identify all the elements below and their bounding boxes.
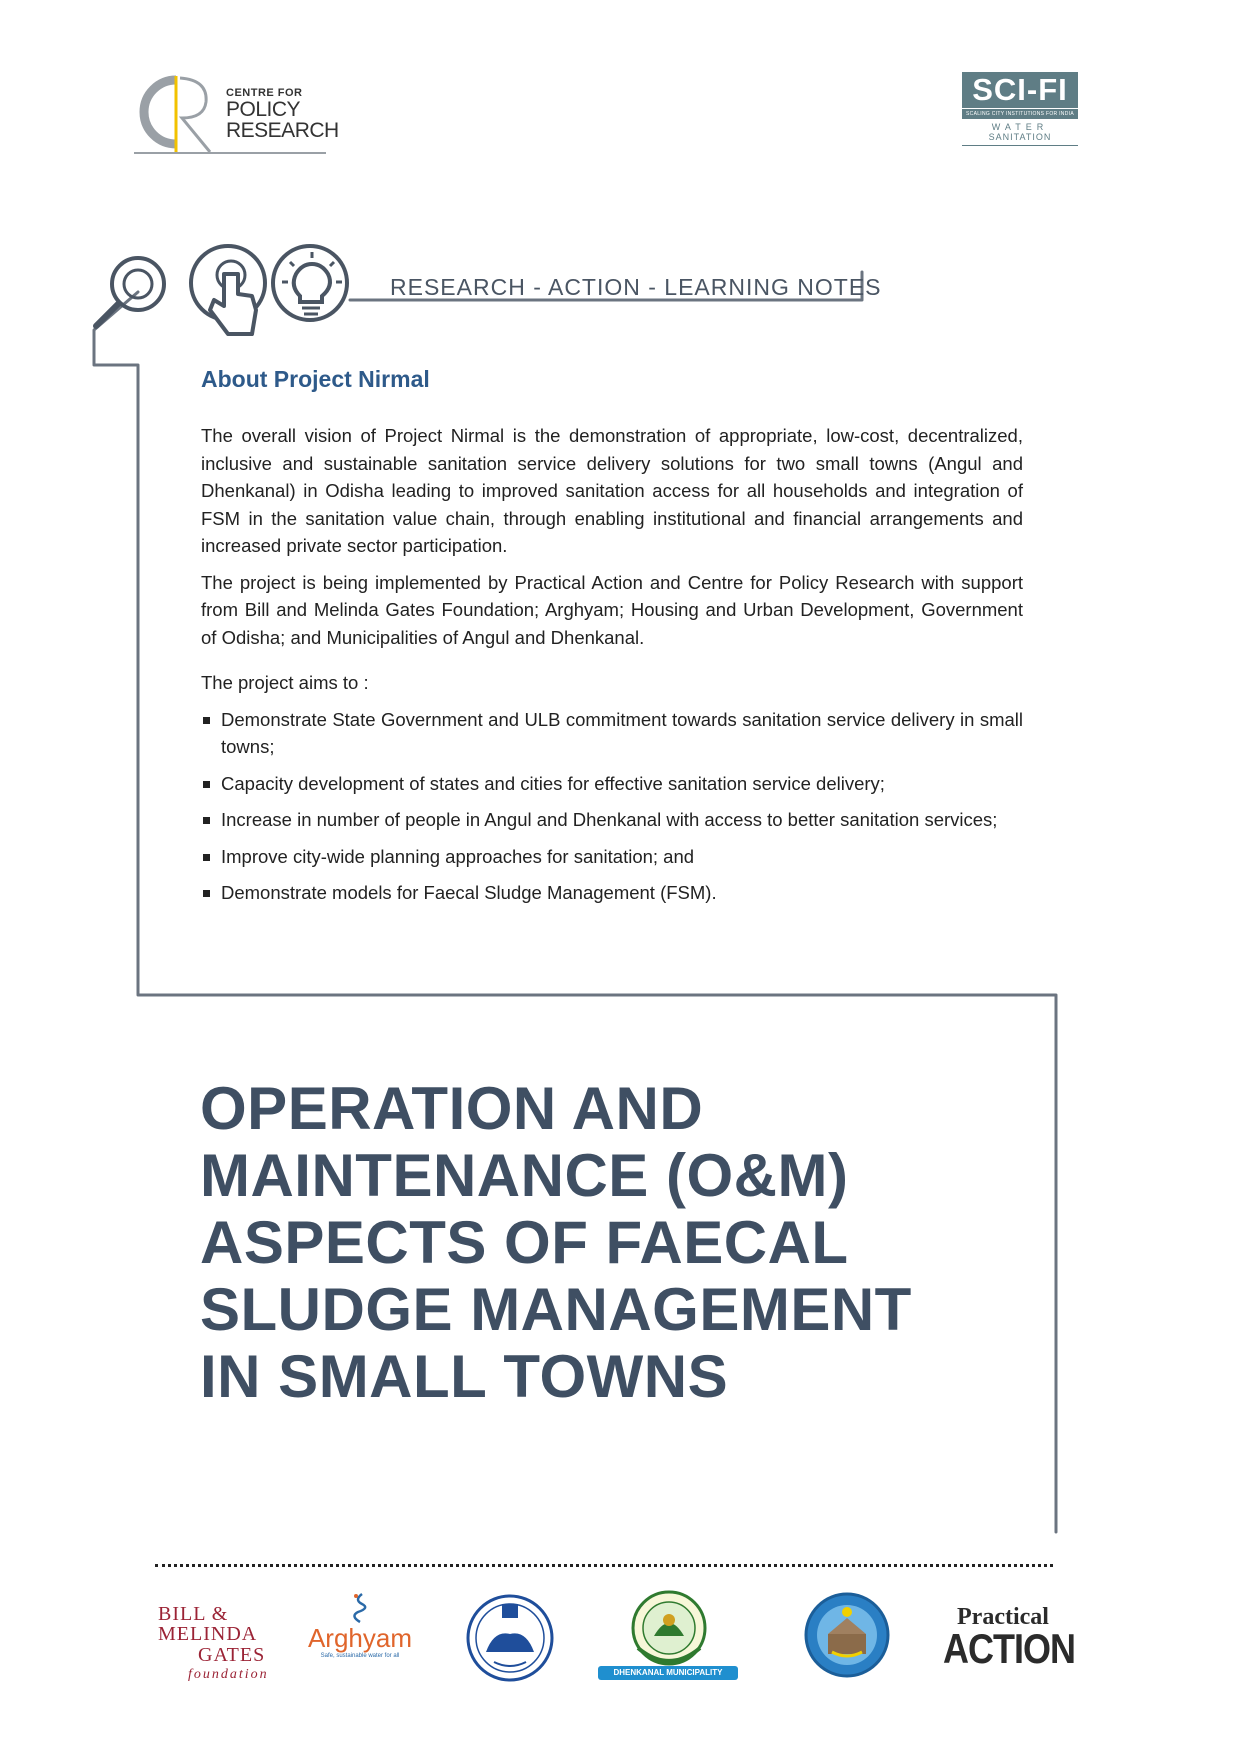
practical-action-logo	[943, 1590, 1075, 1680]
document-title	[200, 1075, 1100, 1410]
bullet-icon	[203, 817, 210, 824]
cpr-logo	[134, 72, 339, 158]
gates-foundation-logo	[158, 1590, 278, 1680]
cpr-line3: RESEARCH	[226, 119, 339, 142]
lightbulb-icon	[273, 246, 347, 320]
practical-line1: Practical	[957, 1604, 1049, 1630]
dhenkanal-banner: DHENKANAL MUNICIPALITY	[598, 1666, 738, 1680]
magnifier-icon	[96, 258, 164, 326]
cpr-underline	[134, 152, 326, 154]
aim-text: Capacity development of states and cities for effective sanitation service delivery;	[221, 772, 885, 794]
aim-text: Improve city-wide planning approaches for sanitation; and	[221, 845, 695, 867]
odisha-seal-icon	[464, 1590, 556, 1682]
title-line: OPERATION AND	[200, 1075, 704, 1142]
odisha-government-seal	[464, 1590, 556, 1680]
aim-item	[201, 706, 1023, 761]
aim-item	[201, 770, 1023, 798]
arghyam-swirl-icon	[346, 1592, 376, 1626]
aims-list	[201, 706, 1023, 907]
bullet-icon	[203, 717, 210, 724]
aim-item	[201, 806, 1023, 834]
gates-line1: BILL &	[158, 1603, 229, 1625]
scifi-subtitle: SCALING CITY INSTITUTIONS FOR INDIA	[962, 109, 1078, 119]
aim-text: Increase in number of people in Angul and Dhenkanal with access to better sanitation services;	[221, 809, 998, 830]
footer-dotted-rule	[155, 1564, 1053, 1567]
gates-line3: GATES	[198, 1644, 266, 1666]
bullet-icon	[203, 890, 210, 897]
aims-intro: The project aims to :	[201, 672, 369, 693]
practical-line2: ACTION	[943, 1624, 1075, 1672]
scifi-sanitation: SANITATION	[988, 132, 1052, 142]
arghyam-logo	[304, 1590, 416, 1680]
gates-line2: MELINDA	[158, 1623, 258, 1645]
title-line: SLUDGE MANAGEMENT	[200, 1276, 912, 1343]
title-line: IN SMALL TOWNS	[200, 1343, 729, 1410]
dhenkanal-emblem-icon	[624, 1590, 714, 1670]
hand-pointer-icon	[191, 246, 265, 334]
aim-text: Demonstrate State Government and ULB commitment towards sanitation service delivery in small towns;	[221, 708, 1023, 757]
dhenkanal-municipality-logo	[594, 1590, 744, 1680]
cpr-wordmark	[226, 88, 339, 141]
title-line: ASPECTS OF FAECAL	[200, 1209, 849, 1276]
about-paragraph-1: The overall vision of Project Nirmal is the demonstration of appropriate, low-cost, decentralized, inclusive and sustainable sanitation service delivery solutions for two small towns (Angul and Dhenkanal) in Odisha leading to improved sanitation access for all households and integration of FSM in the sanitation value chain, through enabling institutional and financial arrangements and increased private sector participation.	[201, 425, 1023, 556]
aim-item	[201, 843, 1023, 871]
arghyam-tagline: Safe, sustainable water for all	[320, 1653, 400, 1659]
scifi-water: WATER	[991, 122, 1049, 132]
about-heading: About Project Nirmal	[201, 366, 430, 392]
scifi-title: SCI-FI	[962, 72, 1078, 108]
angul-municipality-logo	[802, 1590, 892, 1680]
cpr-line1: CENTRE FOR	[226, 87, 303, 99]
aim-item	[201, 879, 1023, 907]
bullet-icon	[203, 781, 210, 788]
cpr-mark-icon	[134, 72, 224, 158]
bullet-icon	[203, 854, 210, 861]
gates-line4: foundation	[188, 1667, 269, 1682]
scifi-logo	[962, 72, 1078, 150]
angul-emblem-icon	[802, 1590, 892, 1680]
title-line: MAINTENANCE (O&M)	[200, 1142, 849, 1209]
scifi-rule	[962, 145, 1078, 146]
notes-series-label: RESEARCH - ACTION - LEARNING NOTES	[390, 274, 882, 300]
about-paragraph-2: The project is being implemented by Practical Action and Centre for Policy Research with support from Bill and Melinda Gates Foundation; Arghyam; Housing and Urban Development, Government of Odisha; and Municipalities of Angul and Dhenkanal.	[201, 571, 1023, 648]
aim-text: Demonstrate models for Faecal Sludge Management (FSM).	[221, 882, 717, 903]
cpr-line2: POLICY	[226, 98, 301, 121]
arghyam-name: Arghyam	[307, 1623, 413, 1653]
about-body	[201, 422, 1023, 916]
